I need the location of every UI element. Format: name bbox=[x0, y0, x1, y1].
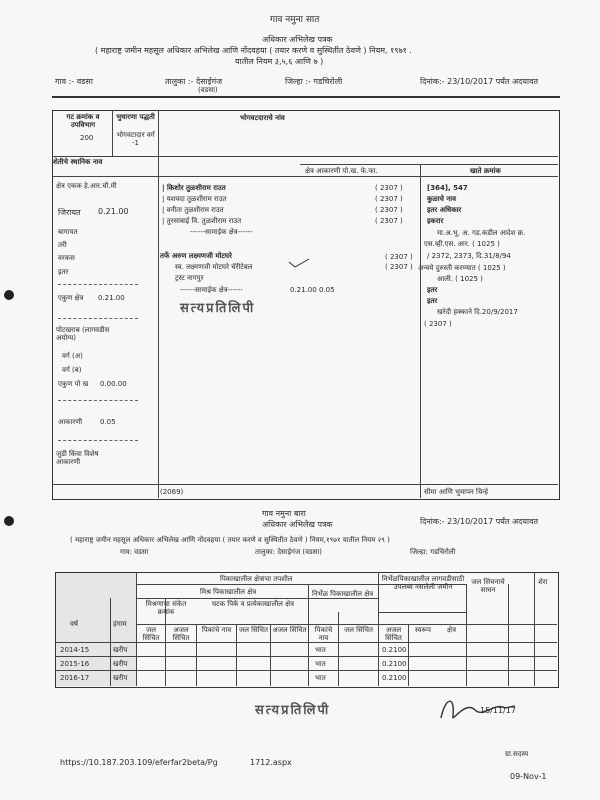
acct-line-12: खरेदी हक्काने दि.20/9/2017 bbox=[437, 308, 518, 316]
owner-2-acct: ( 2307 ) bbox=[375, 195, 403, 203]
true-copy-stamp-1: सत्यप्रतिलिपी bbox=[180, 301, 256, 316]
acct-line-13: ( 2307 ) bbox=[424, 320, 452, 328]
trust-line-3: ट्रस्ट नागपुर bbox=[175, 274, 204, 282]
boundary-label: सीमा आणि भुमापन चिन्हे bbox=[424, 488, 489, 496]
form7-rule-line2: यातील नियम ३,५,६ आणि ७ ) bbox=[235, 57, 324, 66]
jirayat-label: जिरायत bbox=[58, 208, 81, 217]
itar-label: इतर bbox=[58, 268, 69, 276]
form12-district: जिल्हा: गडचिरोली bbox=[410, 548, 456, 556]
owner-3: | वनीता तुळशीराम राउत bbox=[162, 206, 224, 214]
sign-caption: ग्रा.सदस्य bbox=[505, 750, 529, 758]
checkmark-icon bbox=[288, 258, 310, 268]
district-label: जिल्हा :- गडचिरोली bbox=[285, 77, 343, 86]
common-area-1: ------सामाईक क्षेत्र------ bbox=[190, 228, 253, 236]
potkharab-label: पोटखराब (लागवडीस अयोग्य) bbox=[56, 326, 110, 342]
punch-hole-bottom bbox=[4, 516, 14, 526]
acct-line-4: इकरार bbox=[427, 217, 444, 225]
sub-header-2: पिकांचे नाव bbox=[201, 626, 232, 634]
component-header: घटक पिके व प्रत्येकाखालील क्षेत्र bbox=[212, 600, 294, 608]
owner-4-acct: ( 2307 ) bbox=[375, 217, 403, 225]
bagayat-label: बागायत bbox=[58, 228, 78, 236]
tenure-header: भुधारणा पद्धती bbox=[116, 113, 155, 121]
gat-header: गट क्रमांक व उपविभाग bbox=[66, 113, 100, 129]
year-header: वर्ष bbox=[70, 620, 78, 628]
row-1-season: खरीप bbox=[113, 646, 128, 654]
form7-rule-line1: ( महाराष्ट्र जमीन महसूल अधिकार अभिलेख आणि नोंदवहया ( तयार करणे व सुस्थितीत ठेवणे ) नियम, १९७१ . bbox=[95, 46, 412, 55]
akarni-label: आकारणी bbox=[58, 418, 83, 426]
punch-hole-top bbox=[4, 290, 14, 300]
judi-label: जुडी किंवा विशेष आकारणी bbox=[56, 450, 99, 466]
row-1-crop: भात bbox=[315, 646, 326, 654]
varg-a-label: वर्ग (अ) bbox=[62, 352, 83, 360]
sub-header-5: पिकांचे नाव bbox=[314, 626, 333, 642]
trust-acct-1: ( 2307 ) bbox=[385, 253, 413, 261]
form12-title: गाव नमुना बारा bbox=[262, 509, 306, 518]
form12-date-line: दिनांक:- 23/10/2017 पर्यंत अदयावत bbox=[420, 517, 539, 526]
form12-rule-line: ( महाराष्ट्र जमीन महसूल अधिकार अभिलेख आणि नोंदवहया ( तयार करणे व सुस्थितीत ठेवणे ) नियम,१९७१ यातील नियम २९ ) bbox=[70, 536, 390, 544]
gat-number: 200 bbox=[80, 134, 94, 142]
account-header: खाते क्रमांक bbox=[470, 167, 501, 175]
acct-line-8: अन्वये दुरुस्ती करण्यात ( 1025 ) bbox=[418, 264, 506, 272]
sub-header-3: जल सिंचित bbox=[239, 626, 268, 634]
row-3-area: 0.2100 bbox=[382, 674, 407, 682]
sub-header-8: स्वरूप bbox=[414, 626, 432, 634]
owner-1: | किशोर तुळशीराम राउत bbox=[162, 184, 226, 192]
row-3-season: खरीप bbox=[113, 674, 128, 682]
single-header: निर्भेळ पिकाखालील क्षेत्र bbox=[312, 590, 374, 598]
signature-date: 15/11/17 bbox=[480, 706, 516, 715]
occupant-header: भोगवटदाराचे नांव bbox=[240, 114, 285, 122]
mixed-header: मिश्र पिकाखालील क्षेत्र bbox=[200, 588, 257, 596]
season-header: हंगाम bbox=[113, 620, 127, 628]
date-line: दिनांक:- 23/10/2017 पर्यंत अदयावत bbox=[420, 77, 539, 86]
header-rule bbox=[52, 96, 560, 98]
owner-4: | तुरसाबाई वि. तुळशीराम राउत bbox=[162, 217, 242, 225]
taluka-label: तालुका :- देसाईगंज bbox=[165, 77, 223, 86]
footer-url-tail: 1712.aspx bbox=[250, 758, 292, 767]
row-2-year: 2015-16 bbox=[60, 660, 90, 668]
true-copy-stamp-2: सत्यप्रतिलिपी bbox=[255, 703, 331, 718]
total-area-label: एकुण क्षेत्र bbox=[58, 294, 84, 302]
acct-line-3: इतर अधिकार bbox=[427, 206, 462, 214]
acct-line-2: कुळाचे नाव bbox=[427, 195, 456, 203]
form12-subtitle: अधिकार अभिलेख पत्रक bbox=[262, 520, 333, 529]
acct-line-9: आली. ( 1025 ) bbox=[437, 275, 483, 283]
acct-line-1: [364], 547 bbox=[427, 184, 468, 192]
common-values: 0.21.00 0.05 bbox=[290, 286, 335, 294]
unavailable-header: निर्भेळपिकाखालील लागवडीसाठी उपलब्ध नसलेली जमीन bbox=[381, 575, 465, 591]
sub-header-6: जल सिंचित bbox=[344, 626, 373, 634]
varkas-label: वरकस bbox=[58, 254, 75, 262]
varg-b-label: वर्ग (ब) bbox=[62, 366, 82, 374]
trust-line-2: स्व. लक्ष्मणजी मोटघरे चॅरीटेबल bbox=[175, 263, 253, 271]
sub-header-4: अजल सिंचित bbox=[272, 626, 307, 634]
row-2-crop: भात bbox=[315, 660, 326, 668]
remark-header: शेरा bbox=[538, 578, 548, 586]
trust-acct-2: ( 2307 ) bbox=[385, 263, 413, 271]
acct-line-7: / 2372, 2373, दि.31/8/94 bbox=[427, 252, 511, 260]
taluka-sub: (वडसा) bbox=[198, 86, 218, 94]
trust-line-1: तर्फे अरुण लक्ष्मणजी मोटघरे bbox=[160, 252, 232, 260]
total-potkharab-value: 0.00.00 bbox=[100, 380, 127, 388]
sub-header-9: क्षेत्र bbox=[447, 626, 456, 634]
jirayat-value: 0.21.00 bbox=[98, 207, 129, 216]
acct-line-6: एस.व्ही.एस. आर. ( 1025 ) bbox=[424, 240, 500, 248]
row-2-area: 0.2100 bbox=[382, 660, 407, 668]
acct-line-5: मा.अ.भू. अ. गड.कडील आदेश क्र. bbox=[437, 229, 526, 237]
mixed-code-header: मिश्रणाचा संकेत क्रमांक bbox=[145, 600, 187, 616]
owner-2: | यशवदा तुळशीराम राउत bbox=[162, 195, 227, 203]
row-1-area: 0.2100 bbox=[382, 646, 407, 654]
sub-header-0: जल सिंचित bbox=[142, 626, 160, 642]
local-name-label: शेतीचे स्थानिक नाव bbox=[53, 158, 103, 166]
total-area-value: 0.21.00 bbox=[98, 294, 125, 302]
row-1-year: 2014-15 bbox=[60, 646, 90, 654]
form7-title: गाव नमुना सात bbox=[270, 15, 320, 25]
akarni-value: 0.05 bbox=[100, 418, 116, 426]
row-2-season: खरीप bbox=[113, 660, 128, 668]
acct-line-11: इतर bbox=[427, 297, 438, 305]
acct-line-10: इतर bbox=[427, 286, 438, 294]
sub-header-7: अजल सिंचित bbox=[385, 626, 402, 642]
form7-subtitle: अधिकार अभिलेख पत्रक bbox=[262, 35, 333, 44]
area-header: क्षेत्र आकारणी पो.ख. फे.फा. bbox=[305, 167, 378, 175]
total-potkharab-label: एकुण पो ख bbox=[58, 380, 89, 388]
row-3-crop: भात bbox=[315, 674, 326, 682]
common-area-2: ------सामाईक क्षेत्र------ bbox=[180, 286, 243, 294]
irrigation-header: जल सिंचनाचे साधन bbox=[471, 578, 505, 594]
sub-header-1: अजल सिंचित bbox=[172, 626, 190, 642]
village-label: गाव :- वडसा bbox=[55, 77, 93, 86]
form12-village: गाव: वडसा bbox=[120, 548, 149, 556]
row-3-year: 2016-17 bbox=[60, 674, 90, 682]
tari-label: तरी bbox=[58, 241, 67, 249]
footer-url: https://10.187.203.109/eferfar2beta/Pg bbox=[60, 758, 218, 767]
area-unit-label: क्षेत्र एकक हे.आर.चौ.मी bbox=[56, 182, 117, 190]
form12-taluka: तालुका: देसाईगंज (वडसा) bbox=[255, 548, 323, 556]
owner-1-acct: ( 2307 ) bbox=[375, 184, 403, 192]
bottom-mutation: (2069) bbox=[160, 488, 184, 496]
owner-3-acct: ( 2307 ) bbox=[375, 206, 403, 214]
tenure-value: भोगवटादार वर्ग -1 bbox=[116, 131, 155, 147]
crop-area-header: पिकाखालील क्षेत्राचा तपशील bbox=[220, 575, 293, 583]
print-date: 09-Nov-1 bbox=[510, 772, 547, 781]
